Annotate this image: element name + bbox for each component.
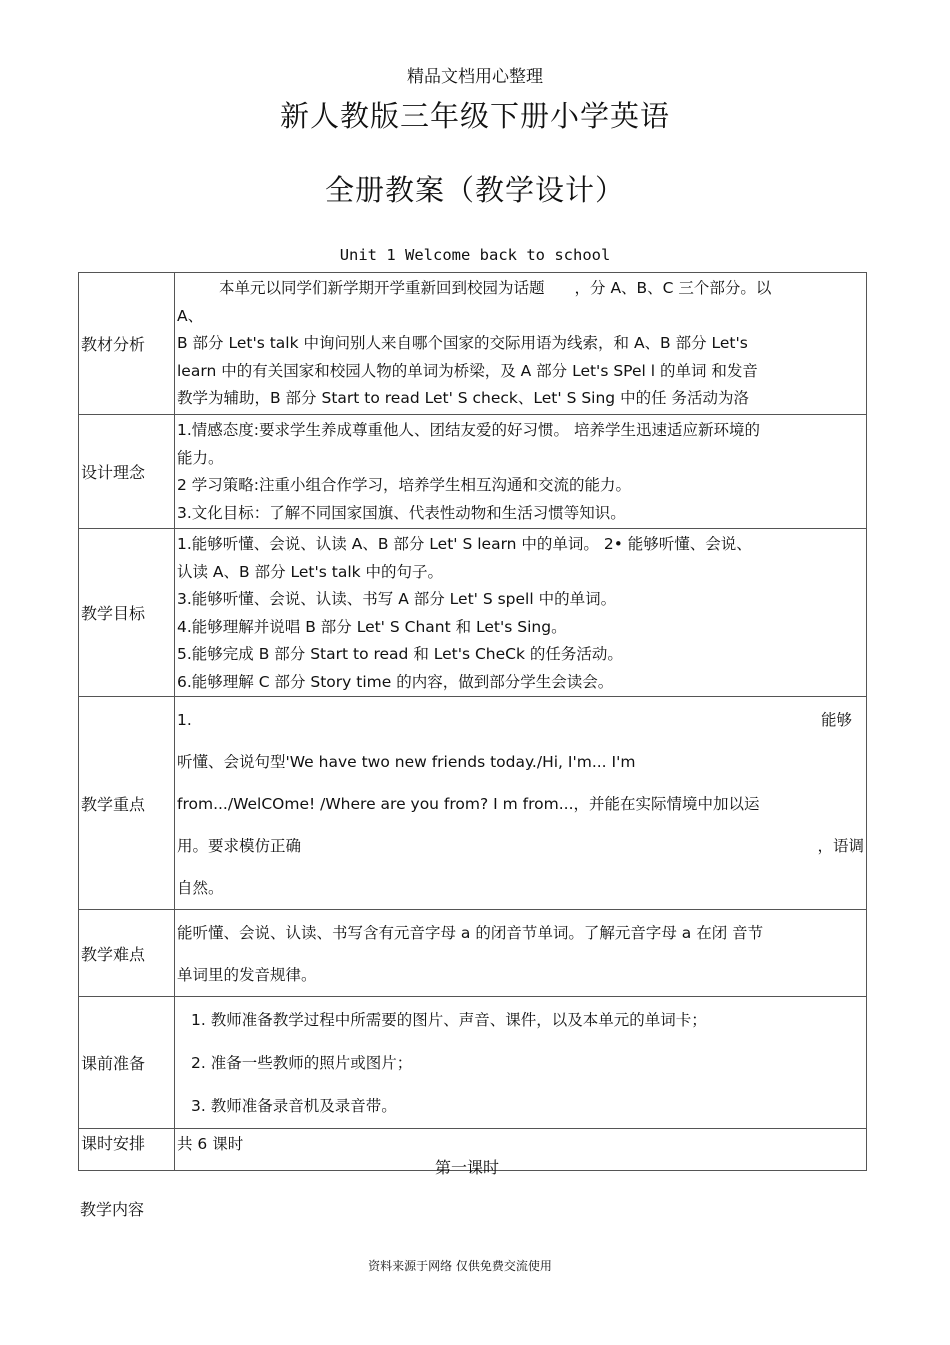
row-content-concept (175, 415, 867, 529)
prep-line-3: 3. 教师准备录音机及录音带。 (191, 1097, 397, 1115)
goals-line-3: 3.能够听懂、会说、认读、书写 A 部分 Let' S spell 中的单词。 (177, 590, 617, 608)
keypoints-line-4b: ，语调 (817, 837, 864, 855)
concept-line-2: 能力。 (177, 448, 224, 467)
keypoints-line-1b: 能够 (820, 711, 852, 729)
goals-line-5: 5.能够完成 B 部分 Start to read 和 Let's CheCk 的任务活动。 (177, 645, 623, 663)
keypoints-line-4a: 用。要求模仿正确 (177, 837, 302, 855)
row-label-goals: 教学目标 (79, 529, 175, 697)
goals-line-6: 6.能够理解 C 部分 Story time 的内容，做到部分学生会读会。 (177, 672, 614, 691)
concept-line-1: 1.情感态度:要求学生养成尊重他人、团结友爱的好习惯。 培养学生迅速适应新环境的 (177, 421, 760, 439)
document-title-line-2: 全册教案（教学设计） (324, 173, 625, 207)
row-label-prep: 课前准备 (79, 997, 175, 1129)
row-label-difficulty: 教学难点 (79, 910, 175, 997)
analysis-line-3: B 部分 Let's talk 中询问别人来自哪个国家的交际用语为线索，和 A、B 部分 Let's (177, 334, 748, 352)
table-row-keypoints (79, 697, 867, 910)
lesson-title: 第一课时 (434, 1158, 499, 1177)
row-content-difficulty (175, 910, 867, 997)
document-title-line-1: 新人教版三年级下册小学英语 (279, 99, 670, 133)
prep-line-2: 2. 准备一些教师的照片或图片； (191, 1054, 413, 1072)
analysis-line-2: A、 (177, 306, 204, 325)
table-row-goals (79, 529, 867, 697)
prep-line-1: 1. 教师准备教学过程中所需要的图片、声音、课件，以及本单元的单词卡； (191, 1011, 707, 1029)
schedule-line-1: 共 6 课时 (177, 1135, 244, 1153)
footer-note: 资料来源于网络 仅供免费交流使用 (368, 1259, 552, 1273)
goals-line-2: 认读 A、B 部分 Let's talk 中的句子。 (177, 562, 444, 581)
row-content-keypoints (175, 697, 867, 910)
section-label-teaching-content: 教学内容 (80, 1200, 145, 1219)
difficulty-line-1: 能听懂、会说、认读、书写含有元音字母 a 的闭音节单词。了解元音字母 a 在闭 音节 (177, 924, 764, 942)
keypoints-line-3: from.../WelCOme! /Where are you from? I m from...，并能在实际情境中加以运 (177, 795, 760, 813)
row-content-prep (175, 997, 867, 1129)
row-label-analysis: 教材分析 (79, 273, 175, 415)
analysis-line-1b: ，分 A、B、C 三个部分。以 (574, 279, 772, 297)
concept-line-3: 2 学习策略:注重小组合作学习，培养学生相互沟通和交流的能力。 (177, 476, 632, 494)
concept-line-4: 3.文化目标：了解不同国家国旗、代表性动物和生活习惯等知识。 (177, 503, 626, 522)
unit-title: Unit 1 Welcome back to school (339, 246, 611, 264)
keypoints-line-5: 自然。 (177, 879, 224, 897)
analysis-line-1a: 本单元以同学们新学期开学重新回到校园为话题 (219, 279, 545, 297)
row-label-keypoints: 教学重点 (79, 697, 175, 910)
keypoints-line-1a: 1. (177, 711, 192, 729)
goals-line-1: 1.能够听懂、会说、认读 A、B 部分 Let' S learn 中的单词。 2• 能够听懂、会说、 (177, 535, 752, 553)
goals-line-4: 4.能够理解并说唱 B 部分 Let' S Chant 和 Let's Sing。 (177, 617, 567, 636)
analysis-line-4: learn 中的有关国家和校园人物的单词为桥梁，及 A 部分 Let's SPel l 的单词 和发音 (177, 361, 758, 380)
table-row-difficulty (79, 910, 867, 997)
row-label-concept: 设计理念 (79, 415, 175, 529)
table-row-prep (79, 997, 867, 1129)
row-content-goals (175, 529, 867, 697)
table-row-concept (79, 415, 867, 529)
analysis-line-5: 教学为辅助，B 部分 Start to read Let' S check、Let' S Sing 中的任 务活动为洛 (177, 389, 750, 407)
keypoints-line-2: 听懂、会说句型'We have two new friends today./Hi, I'm... I'm (177, 753, 636, 771)
table-row-analysis (79, 273, 867, 415)
row-content-analysis (175, 273, 867, 415)
difficulty-line-2: 单词里的发音规律。 (177, 966, 317, 984)
row-label-schedule: 课时安排 (79, 1129, 175, 1171)
lesson-plan-table (78, 272, 867, 1171)
header-note: 精品文档用心整理 (407, 67, 543, 87)
